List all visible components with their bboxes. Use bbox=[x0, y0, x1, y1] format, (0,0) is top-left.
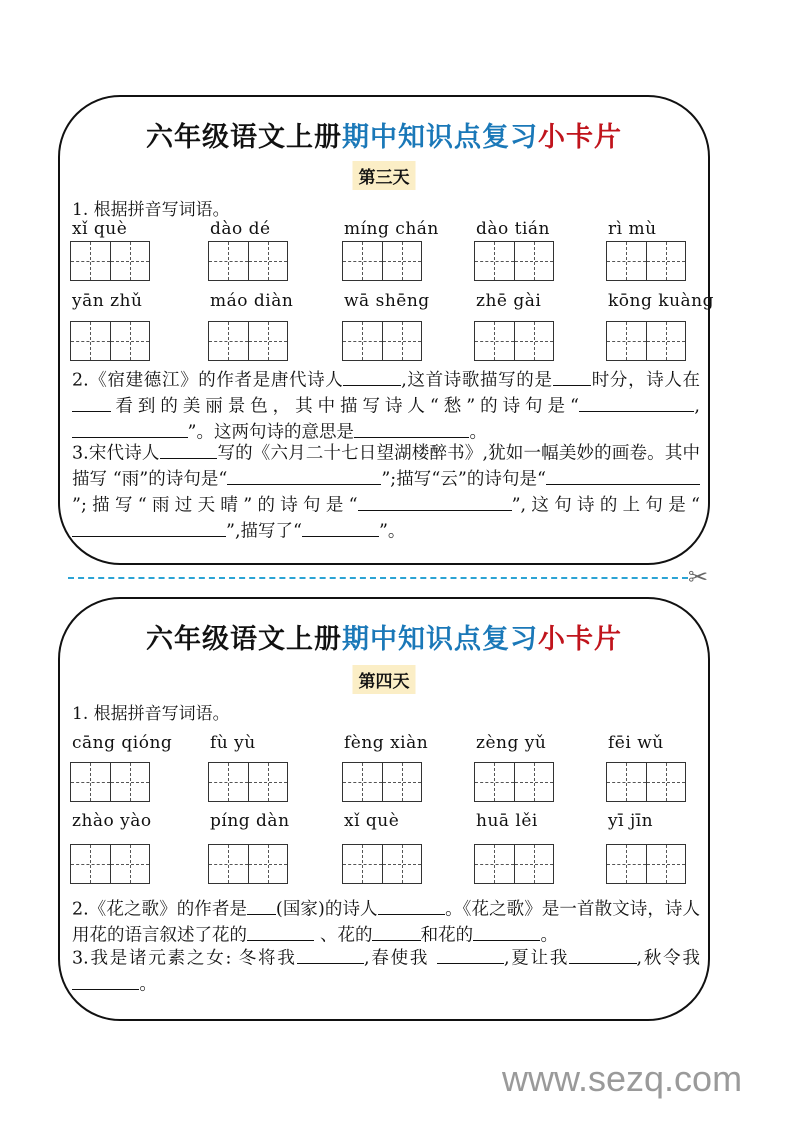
char-cell[interactable] bbox=[111, 763, 150, 801]
char-cell[interactable] bbox=[515, 242, 554, 280]
fill-in-blank[interactable] bbox=[354, 419, 470, 438]
pinyin-label: míng chán bbox=[344, 219, 439, 239]
writing-box[interactable] bbox=[474, 844, 554, 884]
writing-box[interactable] bbox=[70, 321, 150, 361]
char-cell[interactable] bbox=[71, 242, 111, 280]
pinyin-label: yān zhǔ bbox=[72, 291, 143, 311]
pinyin-label: zhē gài bbox=[476, 291, 542, 311]
char-cell[interactable] bbox=[607, 322, 647, 360]
char-cell[interactable] bbox=[71, 322, 111, 360]
fill-in-blank[interactable] bbox=[372, 922, 420, 941]
writing-box[interactable] bbox=[70, 762, 150, 802]
writing-box[interactable] bbox=[208, 844, 288, 884]
title-black: 六年级语文上册 bbox=[146, 624, 342, 655]
char-cell[interactable] bbox=[515, 763, 554, 801]
char-cell[interactable] bbox=[111, 845, 150, 883]
title-blue: 期中知识点复习 bbox=[342, 122, 538, 153]
fill-in-blank[interactable] bbox=[297, 945, 364, 964]
pinyin-label: rì mù bbox=[608, 219, 657, 239]
fill-in-blank[interactable] bbox=[437, 945, 504, 964]
writing-box[interactable] bbox=[474, 241, 554, 281]
scissors-icon: ✂ bbox=[688, 563, 709, 591]
writing-box[interactable] bbox=[606, 321, 686, 361]
pinyin-label: cāng qióng bbox=[72, 733, 173, 753]
pinyin-label: zhào yào bbox=[72, 811, 152, 831]
day-badge: 第四天 bbox=[353, 665, 416, 694]
question-1-label: 1. 根据拼音写词语。 bbox=[72, 200, 230, 220]
title-black: 六年级语文上册 bbox=[146, 122, 342, 153]
writing-box[interactable] bbox=[342, 321, 422, 361]
writing-box[interactable] bbox=[606, 241, 686, 281]
pinyin-label: yī jīn bbox=[608, 811, 654, 831]
char-cell[interactable] bbox=[249, 322, 288, 360]
title-red: 小卡片 bbox=[538, 122, 622, 153]
day-badge: 第三天 bbox=[353, 161, 416, 190]
fill-in-blank[interactable] bbox=[72, 419, 188, 438]
fill-in-blank[interactable] bbox=[473, 922, 540, 941]
char-cell[interactable] bbox=[475, 763, 515, 801]
writing-box[interactable] bbox=[606, 762, 686, 802]
char-cell[interactable] bbox=[607, 242, 647, 280]
char-cell[interactable] bbox=[647, 845, 686, 883]
char-cell[interactable] bbox=[343, 322, 383, 360]
writing-box[interactable] bbox=[208, 762, 288, 802]
pinyin-label: fèng xiàn bbox=[344, 733, 429, 753]
pinyin-label: dào tián bbox=[476, 219, 551, 239]
question-3: 3.宋代诗人 写的《六月二十七日望湖楼醉书》,犹如一幅美妙的画卷。其中描写 “雨”的诗句是“ ”;描写“云”的诗句是“”;描写“雨过天晴”的诗句是“ ”,这句诗的上句是“”,描写了“ ”。 bbox=[72, 440, 700, 544]
fill-in-blank[interactable] bbox=[546, 466, 700, 485]
char-cell[interactable] bbox=[71, 763, 111, 801]
char-cell[interactable] bbox=[209, 845, 249, 883]
pinyin-label: xǐ què bbox=[72, 219, 128, 239]
pinyin-label: fēi wǔ bbox=[608, 733, 664, 753]
char-cell[interactable] bbox=[383, 322, 422, 360]
fill-in-blank[interactable] bbox=[302, 518, 379, 537]
writing-box[interactable] bbox=[342, 762, 422, 802]
char-cell[interactable] bbox=[383, 763, 422, 801]
char-cell[interactable] bbox=[209, 242, 249, 280]
writing-box[interactable] bbox=[474, 321, 554, 361]
card-title bbox=[60, 115, 708, 154]
pinyin-label: wā shēng bbox=[344, 291, 430, 311]
writing-box[interactable] bbox=[208, 241, 288, 281]
pinyin-label: zèng yǔ bbox=[476, 733, 547, 753]
fill-in-blank[interactable] bbox=[247, 896, 276, 915]
title-red: 小卡片 bbox=[538, 624, 622, 655]
pinyin-label: dào dé bbox=[210, 219, 271, 239]
char-cell[interactable] bbox=[647, 322, 686, 360]
fill-in-blank[interactable] bbox=[358, 492, 512, 511]
writing-box[interactable] bbox=[70, 844, 150, 884]
fill-in-blank[interactable] bbox=[227, 466, 381, 485]
review-card-day3 bbox=[58, 95, 714, 565]
question-1-label: 1. 根据拼音写词语。 bbox=[72, 704, 230, 724]
writing-box[interactable] bbox=[474, 762, 554, 802]
pinyin-label: xǐ què bbox=[344, 811, 400, 831]
char-cell[interactable] bbox=[383, 845, 422, 883]
fill-in-blank[interactable] bbox=[343, 367, 401, 386]
question-2: 2.《花之歌》的作者是 (国家)的诗人 。《花之歌》是一首散文诗，诗人用花的语言叙述了花的 、花的 和花的 。 bbox=[72, 896, 700, 948]
writing-box[interactable] bbox=[606, 844, 686, 884]
pinyin-label: píng dàn bbox=[210, 811, 290, 831]
char-cell[interactable] bbox=[111, 242, 150, 280]
char-cell[interactable] bbox=[607, 763, 647, 801]
fill-in-blank[interactable] bbox=[72, 971, 139, 990]
title-blue: 期中知识点复习 bbox=[342, 624, 538, 655]
question-2: 2.《宿建德江》的作者是唐代诗人 ,这首诗歌描写的是 时分，诗人在看到的美丽景色，其中描写诗人“愁”的诗句是“ ,”。这两句诗的意思是 。 bbox=[72, 367, 700, 445]
pinyin-label: fù yù bbox=[210, 733, 256, 753]
writing-box[interactable] bbox=[208, 321, 288, 361]
writing-box[interactable] bbox=[342, 844, 422, 884]
card-title bbox=[60, 617, 708, 656]
char-cell[interactable] bbox=[209, 322, 249, 360]
char-cell[interactable] bbox=[249, 242, 288, 280]
char-cell[interactable] bbox=[475, 242, 515, 280]
char-cell[interactable] bbox=[249, 845, 288, 883]
watermark: www.sezq.com bbox=[502, 1058, 743, 1099]
fill-in-blank[interactable] bbox=[247, 922, 314, 941]
char-cell[interactable] bbox=[71, 845, 111, 883]
fill-in-blank[interactable] bbox=[569, 945, 636, 964]
char-cell[interactable] bbox=[647, 242, 686, 280]
char-cell[interactable] bbox=[343, 763, 383, 801]
fill-in-blank[interactable] bbox=[378, 896, 445, 915]
pinyin-label: kōng kuàng bbox=[608, 291, 714, 311]
char-cell[interactable] bbox=[343, 242, 383, 280]
writing-box[interactable] bbox=[342, 241, 422, 281]
pinyin-label: huā lěi bbox=[476, 811, 538, 831]
fill-in-blank[interactable] bbox=[72, 393, 111, 412]
char-cell[interactable] bbox=[343, 845, 383, 883]
review-card-day4 bbox=[58, 597, 710, 1021]
char-cell[interactable] bbox=[475, 322, 515, 360]
fill-in-blank[interactable] bbox=[160, 440, 218, 459]
fill-in-blank[interactable] bbox=[72, 518, 226, 537]
fill-in-blank[interactable] bbox=[553, 367, 592, 386]
char-cell[interactable] bbox=[515, 322, 554, 360]
char-cell[interactable] bbox=[249, 763, 288, 801]
fill-in-blank[interactable] bbox=[579, 393, 695, 412]
char-cell[interactable] bbox=[647, 763, 686, 801]
char-cell[interactable] bbox=[475, 845, 515, 883]
writing-box[interactable] bbox=[70, 241, 150, 281]
char-cell[interactable] bbox=[111, 322, 150, 360]
char-cell[interactable] bbox=[515, 845, 554, 883]
char-cell[interactable] bbox=[383, 242, 422, 280]
char-cell[interactable] bbox=[607, 845, 647, 883]
char-cell[interactable] bbox=[209, 763, 249, 801]
cut-line bbox=[68, 577, 688, 579]
question-3: 3.我是诸元素之女: 冬将我 ,春使我 ,夏让我 ,秋令我。 bbox=[72, 945, 700, 997]
pinyin-label: máo diàn bbox=[210, 291, 294, 311]
